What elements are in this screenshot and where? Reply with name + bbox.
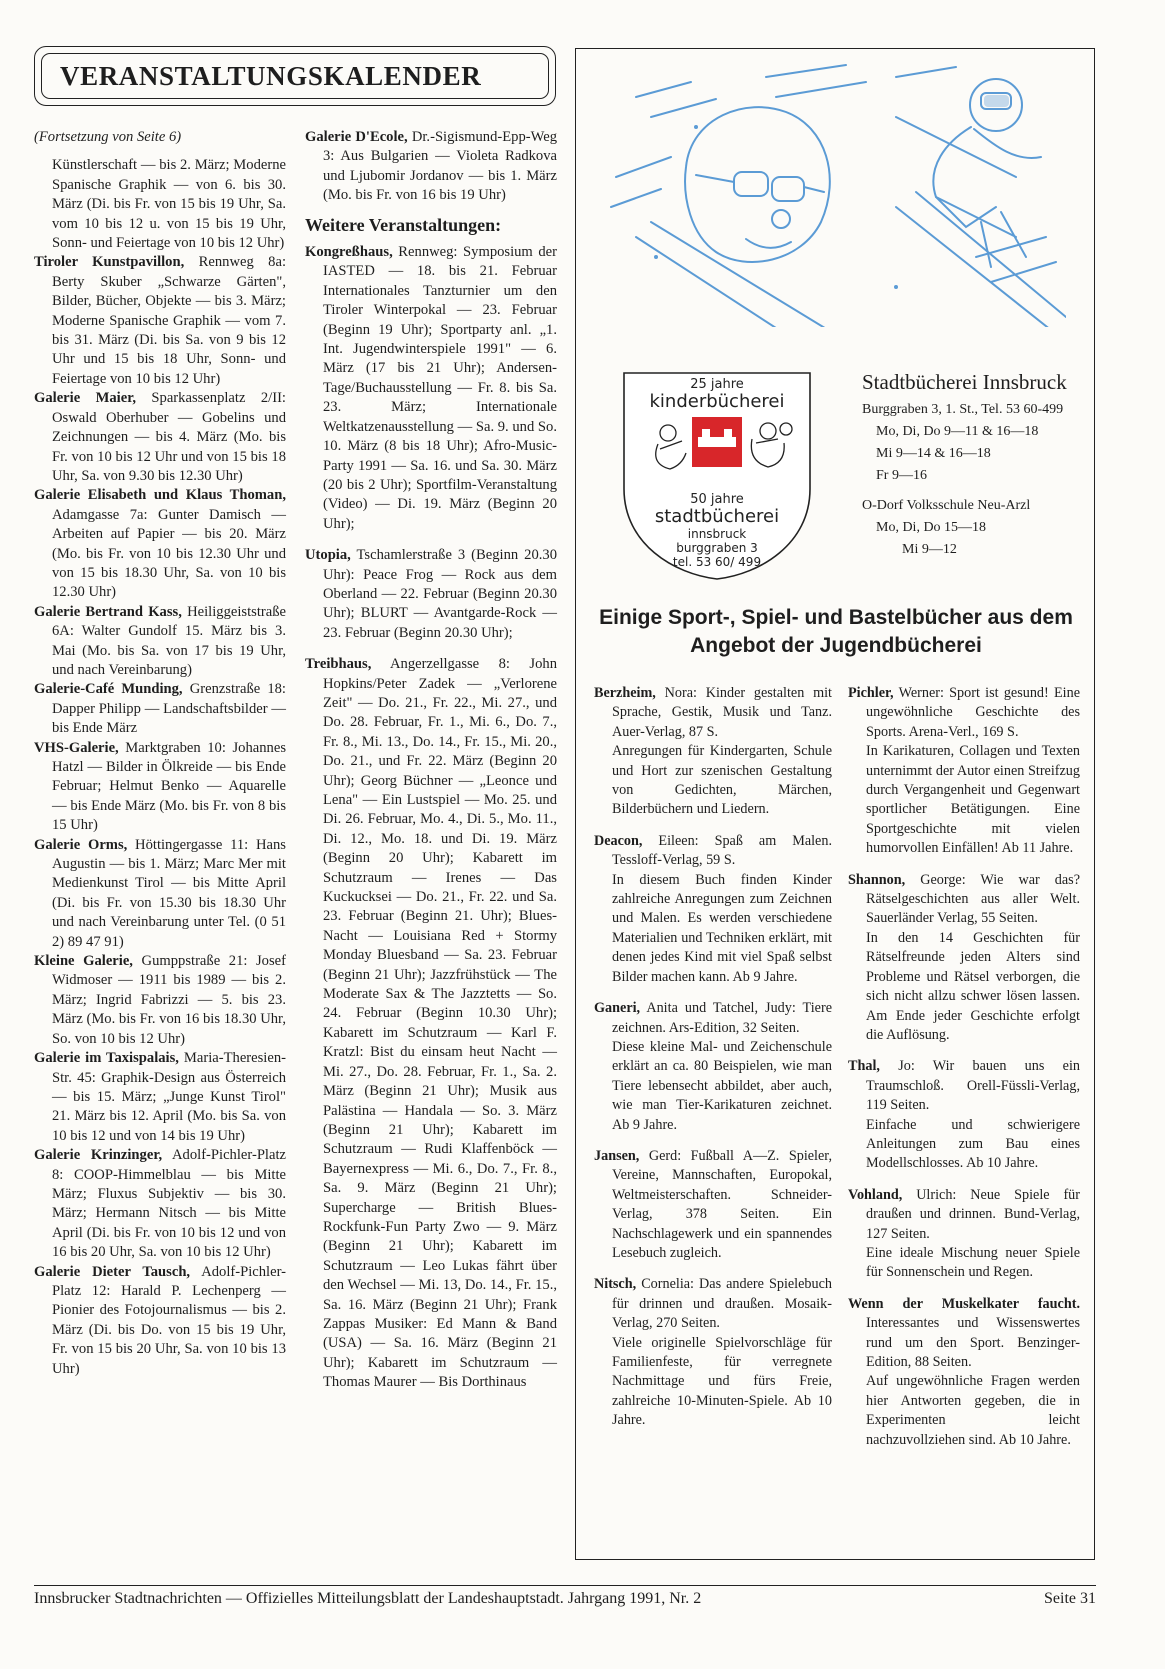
book-entry (848, 1295, 1080, 1450)
event-list-2 (305, 243, 557, 1393)
book-citation (594, 832, 832, 871)
book-entry (848, 1186, 1080, 1283)
event-entry (34, 836, 286, 952)
event-list-1 (34, 156, 286, 1379)
book-author: Deacon, (594, 832, 643, 849)
crest-line-3: 50 jahre (690, 492, 744, 507)
book-author: Wenn der Muskelkater faucht. (848, 1295, 1080, 1312)
event-text: Rennweg: Symposium der IASTED — 18. bis 21. Februar Internationales Tanzturnier um den Tiroler Winterpokal — 23. Februar (Beginn 19 Uhr); Sportparty anl. „1. Int. Jugendwinterspiele 1991" — 6. März (17 bis 21 Uhr); Andersen-Tage/Buchausstellung — Fr. 8. bis Sa. 23. März; Internationale Weltkatzenausstellung — Sa. 9. und So. 10. März (8 bis 18 Uhr); Afro-Music-Party 1991 — Sa. 16. und Sa. 30. März (20 bis 2 Uhr); Sportfilm-Veranstaltung (Video) — Di. 19. März (Beginn 20 Uhr); (323, 244, 557, 532)
page-title: VERANSTALTUNGSKALENDER (41, 53, 549, 99)
event-name: Galerie Orms, (34, 836, 128, 853)
event-name: Kongreßhaus, (305, 244, 393, 261)
book-details: Ulrich: Neue Spiele für draußen und drinnen. Bund-Verlag, 127 Seiten. (866, 1186, 1080, 1242)
book-citation (594, 1275, 832, 1333)
book-description: Viele originelle Spielvorschläge für Familienfeste, für verregnete Nachmittage und fürs Freie, zahlreiche 10-Minuten-Spiele. Ab 10 Jahre. (612, 1334, 832, 1429)
event-name: Galerie Dieter Tausch, (34, 1263, 191, 1280)
event-entry (34, 1146, 286, 1262)
event-name: Galerie Elisabeth und Klaus Thoman, (34, 487, 286, 504)
crest-line-6: burggraben 3 (676, 541, 758, 555)
event-text: Tschamlerstraße 3 (Beginn 20.30 Uhr): Peace Frog — Rock aus dem Oberland — 22. Februar (Beginn 20.30 Uhr); BLURT — Avantgarde-Rock — 23. Februar (Beginn 20.30 Uhr); (323, 547, 557, 641)
book-citation (848, 1186, 1080, 1244)
book-author: Jansen, (594, 1147, 640, 1164)
event-name: Utopia, (305, 547, 351, 564)
event-text: Adolf-Pichler-Platz 8: COOP-Himmelblau — bis Mitte März; Fluxus Subjektiv — bis 30. März; Hermann Nitsch — bis Mitte April (Di. bis Fr. von 10 bis 12 und von 16 bis 20 Uhr, Sa. von 10 bis 12 Uhr) (52, 1147, 286, 1261)
event-text: Künstlerschaft — bis 2. März; Moderne Spanische Graphik — von 6. bis 30. März (Di. bis Fr. von 15 bis 19 Uhr, Sa. vom 10 bis 12 u. von 15 bis 19 Uhr, Sonn- und Feiertage von 10 bis 12 Uhr) (52, 157, 286, 252)
library-hours: Fr 9—16 (876, 468, 927, 483)
book-entry (848, 871, 1080, 1046)
book-description: In Karikaturen, Collagen und Texten unternimmt der Autor einen Streifzug durch Vergangenheit und Gegenwart sportlicher Betätigungen. Eine Sportgeschichte mit vielen humorvollen Einfällen! Ab 11 Jahre. (866, 743, 1080, 857)
book-citation (594, 999, 832, 1038)
event-entry (34, 253, 286, 389)
library-panel (575, 48, 1095, 1560)
book-entry (594, 1147, 832, 1263)
event-name: Kleine Galerie, (34, 953, 133, 970)
book-description: Einfache und schwierigere Anleitungen zum Bau eines Modellschlosses. Ab 10 Jahre. (866, 1116, 1080, 1172)
book-description: Auf ungewöhnliche Fragen werden hier Antworten gegeben, die in Experimenten leicht nachzuvollziehen sind. Ab 10 Jahre. (866, 1373, 1080, 1448)
book-citation (594, 684, 832, 742)
event-entry (34, 952, 286, 1049)
event-column-1 (34, 128, 286, 1379)
library-hours: Mi 9—14 & 16—18 (876, 446, 991, 461)
event-entry (305, 546, 557, 643)
event-entry (305, 655, 557, 1392)
event-entry (34, 603, 286, 681)
branch-name: O-Dorf Volksschule Neu-Arzl (862, 498, 1031, 513)
event-name: Treibhaus, (305, 656, 372, 673)
library-info (862, 371, 1080, 561)
event-text: Rennweg 8a: Berty Skuber „Schwarze Gärten", Bilder, Bücher, Objekte — bis 3. März; Moderne Spanische Graphik — vom 7. bis 31. März (Di. bis Sa. von 9 bis 12 Uhr und 15 bis 18 Uhr, Sonn- und Feiertage von 10 bis 12 Uhr) (52, 254, 286, 387)
book-details: Anita und Tatchel, Judy: Tiere zeichnen. Ars-Edition, 32 Seiten. (612, 1000, 832, 1036)
book-citation (848, 1295, 1080, 1373)
branch-hours: Mi 9—12 (902, 542, 957, 557)
book-author: Vohland, (848, 1186, 903, 1203)
book-entry (594, 832, 832, 987)
event-text: Grenzstraße 18: Dapper Philipp — Landschaftsbilder — bis Ende März (52, 681, 286, 737)
crest-line-4: stadtbücherei (654, 506, 780, 527)
book-author: Berzheim, (594, 685, 656, 701)
event-text: Dr.-Sigismund-Epp-Weg 3: Aus Bulgarien — Violeta Radkova und Ljubomir Jordanov — bis 1. März (Mo. bis Fr. von 16 bis 19 Uhr) (323, 129, 557, 204)
event-entry (34, 739, 286, 836)
event-text: Adamgasse 7a: Gunter Damisch — Arbeiten auf Papier — bis 20. März (Mo. bis Fr. von 10 bis 12.30 Uhr und von 15 bis 18.30 Uhr, Sa. von 10 bis 12.30 Uhr) (52, 506, 286, 601)
book-description: Eine ideale Mischung neuer Spiele für Sonnenschein und Regen. (866, 1244, 1080, 1281)
event-text: Gumppstraße 21: Josef Widmoser — 1911 bis 1989 — bis 2. März; Ingrid Fabrizzi — 5. bis 23. März (Mo. bis Fr. von 16 bis 18.30 Uhr, So. von 10 bis 12 Uhr) (52, 953, 286, 1047)
book-description: Anregungen für Kindergarten, Schule und Hort zur szenischen Gestaltung von Gedichten, Märchen, Bilderbüchern und Liedern. (612, 743, 832, 818)
library-hours: Mo, Di, Do 9—11 & 16—18 (876, 424, 1039, 439)
event-entry (34, 156, 286, 253)
book-entry (848, 1057, 1080, 1173)
event-text: Heiliggeiststraße 6A: Walter Gundolf 15. März bis 3. Mai (Mo. bis Sa. von 17 bis 19 Uhr, und nach Vereinbarung) (52, 603, 286, 678)
event-column-2 (305, 128, 557, 1405)
skier-illustration (596, 57, 1066, 327)
book-citation (594, 1147, 832, 1263)
book-entry (594, 1275, 832, 1430)
page-footer (34, 1585, 1096, 1608)
event-name: Galerie Maier, (34, 390, 136, 407)
book-details: Nora: Kinder gestalten mit Sprache, Gestik, Musik und Tanz. Auer-Verlag, 87 S. (612, 685, 832, 740)
book-author: Pichler, (848, 685, 894, 701)
book-entry (594, 684, 832, 820)
book-description: In diesem Buch finden Kinder zahlreiche Anregungen zum Zeichnen und Malen. Es werden verschiedene Materialien und Techniken erklärt, mit denen jedes Kind mit viel Spaß selbst Bilder machen kann. Ab 9 Jahre. (612, 871, 832, 985)
crest-line-2: kinderbücherei (649, 391, 785, 412)
event-text: Sparkassenplatz 2/II: Oswald Oberhuber — Gobelins und Zeichnungen — bis 4. März (Mo. bis Fr. von 10 bis 12 Uhr und von 15 bis 18 Uhr, Sa. von 9.30 bis 12.30 Uhr) (52, 390, 286, 484)
event-name: Galerie Krinzinger, (34, 1147, 163, 1164)
book-details: George: Wie war das? Rätselgeschichten aus aller Welt. Sauerländer Verlag, 55 Seiten. (866, 871, 1080, 927)
book-list-heading: Einige Sport-, Spiel- und Bastelbücher aus dem Angebot der Jugendbücherei (599, 606, 1073, 657)
book-author: Thal, (848, 1058, 880, 1075)
book-author: Nitsch, (594, 1276, 637, 1293)
crest-line-7: tel. 53 60/ 499 (672, 555, 762, 569)
library-address: Burggraben 3, 1. St., Tel. 53 60-499 (862, 402, 1064, 417)
book-details: Jo: Wir bauen uns ein Traumschloß. Orell-Füssli-Verlag, 119 Seiten. (866, 1058, 1080, 1114)
event-entry (34, 680, 286, 738)
event-entry (34, 486, 286, 602)
library-title: Stadtbücherei Innsbruck (862, 370, 1067, 394)
branch-hours: Mo, Di, Do 15—18 (876, 520, 987, 535)
book-details: Werner: Sport ist gesund! Eine ungewöhnliche Geschichte des Sports. Arena-Verl., 169 S. (866, 685, 1080, 740)
event-entry (305, 128, 557, 206)
event-text: Adolf-Pichler-Platz 12: Harald P. Lechenperg — Pionier des Fotojournalismus — bis 2. März (Di. bis Do. von 15 bis 19 Uhr, Fr. von 15 bis 20 Uhr, Sa. von 10 bis 13 Uhr) (52, 1263, 287, 1377)
book-description: In den 14 Geschichten für Rätselfreunde jeden Alters sind Probleme und Rätsel verborgen, die sich nicht allzu schwer lösen lassen. Am Ende jeder Geschichte erfolgt die Auflösung. (866, 929, 1080, 1043)
book-column-left (594, 684, 832, 1443)
event-name: Galerie im Taxispalais, (34, 1050, 179, 1067)
event-text: Höttingergasse 11: Hans Augustin — bis 1. März; Marc Mer mit Medienkunst Tirol — bis Mitte April (Di. bis Fr. von 15.30 bis 18.30 Uhr und nach Vereinbarung unter Tel. (0 51 2) 89 47 91) (52, 836, 286, 950)
footer-publication: Innsbrucker Stadtnachrichten — Offizielles Mitteilungsblatt der Landeshauptstadt. Jahrgang 1991, Nr. 2 (34, 1590, 702, 1607)
title-box (34, 46, 556, 106)
event-name: Galerie Bertrand Kass, (34, 603, 182, 620)
continued-note: (Fortsetzung von Seite 6) (34, 129, 182, 145)
book-details: Cornelia: Das andere Spielebuch für drinnen und draußen. Mosaik-Verlag, 270 Seiten. (612, 1276, 832, 1332)
crest-line-1: 25 jahre (690, 377, 744, 392)
library-crest (620, 369, 814, 581)
book-citation (848, 684, 1080, 742)
book-entry (848, 684, 1080, 859)
event-entry (34, 389, 286, 486)
event-text: Angerzellgasse 8: John Hopkins/Peter Zadek — „Verlorene Zeit" — Do. 21., Fr. 22., Mi. 27., und Do. 28. Februar, Fr. 1., Mi. 6., Do. 7., Fr. 8., Mi. 13., Do. 14., Fr. 15., Mi. 20., Do. 21., und Fr. 22. März (Beginn 20 Uhr); Georg Büchner — „Leonce und Lena" — Ein Lustspiel — Mo. 25. und Di. 26. Februar, Mo. 4., Di. 5., Mo. 11., Di. 12., Mo. 18. und Di. 19. März (Beginn 20 Uhr); Kabarett im Schutzraum — Irenes — Das Kuckucksei — Do. 21., Fr. 22. und Sa. 23. Februar (Beginn 21. Uhr); Blues-Nacht — Louisiana Red + Stormy Monday Bluesband — Sa. 23. Februar (Beginn 21 Uhr); Jazzfrühstück — The Moderate Sax & The Jazztetts — So. 24. Februar (Beginn 10.30 Uhr); Kabarett im Schutzraum — Karl F. Kratzl: Bist du einsam heut Nacht — Mi. 27., Do. 28. Februar, Fr. 1., Sa. 2. März (Beginn 21 Uhr); Musik aus Palästina — Handala — So. 3. März (Beginn 21 Uhr); Kabarett im Schutzraum — Rudi Klaffenböck — Bayernexpress — Mi. 6., Do. 7., Fr. 8., Sa. 9. März (Beginn 21 Uhr); Supercharge — British Blues-Rockfunk-Fun Party Zwo — 9. März (Beginn 21 Uhr); Kabarett im Schutzraum — Leo Lukas fährt über den Wechsel — Mi. 13, Do. 14., Fr. 15., Sa. 16. März (Beginn 21 Uhr); Frank Zappas Musiker: Ed Mann & Band (USA) — Sa. 16. März (Beginn 21 Uhr); Kabarett im Schutzraum — Thomas Maurer — Bis Dorthinaus (323, 656, 557, 1391)
event-entry (34, 1263, 286, 1379)
event-text: Marktgraben 10: Johannes Hatzl — Bilder in Ölkreide — bis Ende Februar; Helmut Benko — Aquarelle — bis Ende März (Mo. bis Fr. von 8 bis 15 Uhr) (52, 739, 286, 834)
book-details: Gerd: Fußball A—Z. Spieler, Vereine, Mannschaften, Europokal, Weltmeisterschaften. Schneider-Verlag, 378 Seiten. Ein Nachschlagewerk und ein spannendes Lesebuch zugleich. (612, 1147, 832, 1261)
book-details: Eileen: Spaß am Malen. Tessloff-Verlag, 59 S. (612, 832, 832, 869)
section-heading: Weitere Veranstaltungen: (305, 214, 502, 235)
book-column-right (848, 684, 1080, 1462)
event-name: Galerie-Café Munding, (34, 681, 183, 698)
book-author: Ganeri, (594, 1000, 641, 1017)
book-entry (594, 999, 832, 1135)
event-text: Maria-Theresien-Str. 45: Graphik-Design aus Österreich — bis 15. März; „Junge Kunst Tirol" 21. März bis 12. April (Mo. bis Sa. von 10 bis 12 und von 14 bis 19 Uhr) (52, 1050, 286, 1144)
event-entry (34, 1049, 286, 1146)
book-citation (848, 871, 1080, 929)
event-name: VHS-Galerie, (34, 739, 119, 756)
book-details: Interessantes und Wissenswertes rund um den Sport. Benzinger-Edition, 88 Seiten. (866, 1315, 1080, 1370)
book-author: Shannon, (848, 871, 906, 888)
book-description: Diese kleine Mal- und Zeichenschule erklärt an ca. 80 Beispielen, wie man Tiere lebensecht abbildet, aber auch, wie man Tier-Karikaturen zeichnet. Ab 9 Jahre. (612, 1038, 832, 1133)
crest-line-5: innsbruck (687, 527, 747, 541)
page-number: Seite 31 (1044, 1590, 1096, 1607)
event-name: Tiroler Kunstpavillon, (34, 254, 185, 271)
event-name: Galerie D'Ecole, (305, 129, 408, 145)
book-citation (848, 1057, 1080, 1115)
event-entry (305, 243, 557, 534)
